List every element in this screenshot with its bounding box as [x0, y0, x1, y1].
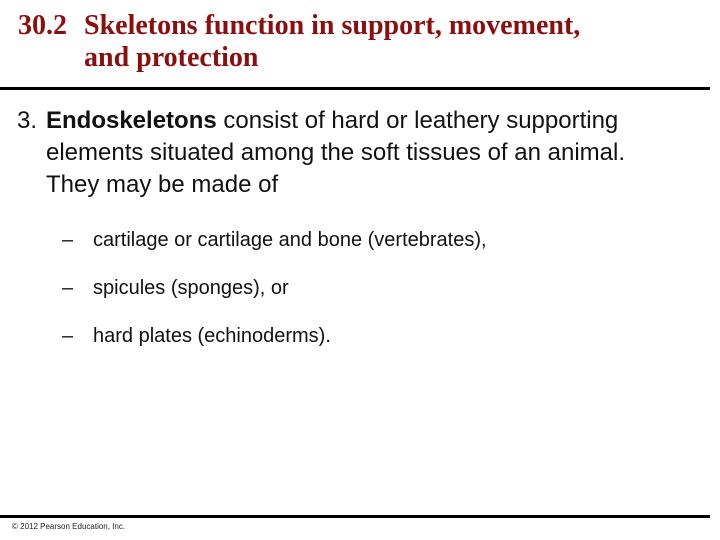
sub-bullet-text: spicules (sponges), or — [93, 277, 289, 299]
title-line-2: and protection — [84, 42, 259, 73]
sub-bullet-text: hard plates (echinoderms). — [93, 325, 331, 347]
sub-bullet-list — [62, 228, 662, 372]
key-term: Endoskeletons — [46, 107, 217, 134]
copyright-footer: © 2012 Pearson Education, Inc. — [12, 522, 126, 531]
title-line-1: Skeletons function in support, movement, — [84, 10, 581, 41]
sub-bullet — [62, 276, 662, 300]
sub-bullet-text: cartilage or cartilage and bone (vertebrates), — [93, 229, 487, 251]
main-point — [17, 105, 657, 201]
title-divider — [0, 87, 710, 90]
sub-bullet — [62, 324, 662, 348]
slide-title — [18, 10, 708, 74]
dash-marker: – — [62, 277, 74, 299]
point-text: consist of hard or leathery supporting elements situated among the soft tissues of an animal. They may be made of — [46, 107, 625, 198]
footer-divider — [0, 515, 710, 518]
point-number: 3. — [17, 107, 38, 134]
section-number: 30.2 — [18, 10, 67, 41]
numbered-point — [17, 105, 657, 201]
sub-bullet — [62, 228, 662, 252]
dash-marker: – — [62, 325, 74, 347]
dash-marker: – — [62, 229, 74, 251]
